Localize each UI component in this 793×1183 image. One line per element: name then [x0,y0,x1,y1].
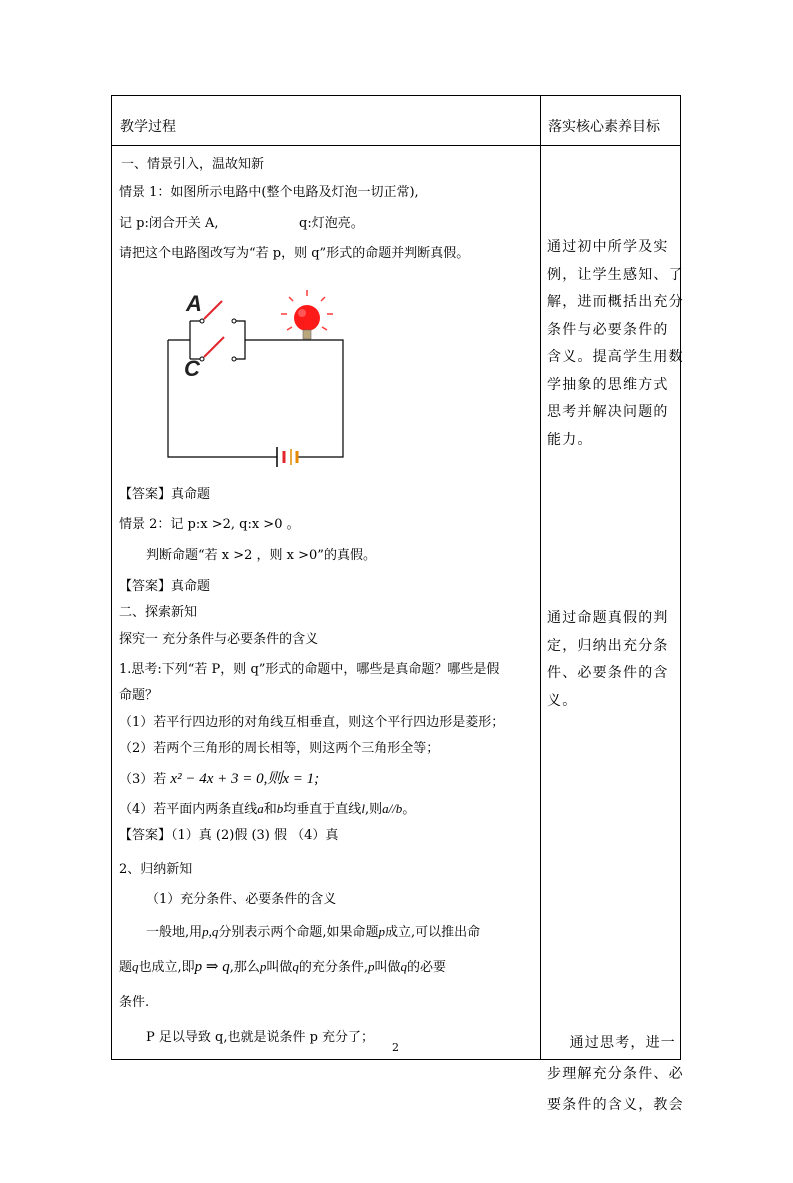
goal-2: 通过命题真假的判 定，归纳出充分条 件、必要条件的含 义。 [547,610,669,709]
switch-a-contact-left [200,319,204,323]
header-right: 落实核心素养目标 [548,119,660,135]
think-line1: 1.思考:下列“若 P，则 q”形式的命题中，哪些是真命题？哪些是假 [119,662,500,677]
goal-3: 通过思考，进一 步理解充分条件、必 要条件的含义，教会 [547,1035,684,1113]
item-2: （2）若两个三角形的周长相等，则这两个三角形全等； [119,741,440,756]
section1-title: 一、情景引入，温故知新 [121,157,265,172]
wire-right [297,340,343,457]
scene1-line1: 情景 1：如图所示电路中(整个电路及灯泡一切正常), [119,185,419,200]
battery-icon [277,447,297,467]
answer3: 【答案】（1）真 (2)假 (3) 假 （4）真 [119,828,339,843]
page-number: 2 [392,1041,399,1054]
scene1-p: 记 p:闭合开关 A, [119,216,219,231]
scene1-q: q:灯泡亮。 [299,216,364,231]
parallel-right-bar [235,321,245,359]
item3-equation: x² − 4x + 3 = 0,则x = 1; [170,771,320,787]
circuit-diagram [160,285,350,470]
scene2-line1: 情景 2：记 p:x >2, q:x >0 。 [119,517,300,532]
scene2-line2: 判断命题“若 x >2 ，则 x >0”的真假。 [146,548,376,563]
header-divider [111,145,681,146]
goal-1: 通过初中所学及实 例，让学生感知、了 解，进而概括出充分 条件与必要条件的 含义。提高学生用数 学抽象的思维方式 思考并解决问题的 能力。 [547,239,684,448]
column-divider [540,95,541,1060]
para-line2: 题q也成立,即p ⇒ q,那么p叫做q的充分条件,p叫做q的必要 [119,959,447,975]
switch-a-contact-right [232,319,236,323]
scene1-task: 请把这个电路图改写为“若 p，则 q”形式的命题并判断真假。 [119,246,470,261]
answer2: 【答案】真命题 [119,579,211,594]
section3-title: 2、归纳新知 [119,862,193,877]
section3-sub1: （1）充分条件、必要条件的含义 [146,892,337,907]
switch-a-lever [204,301,222,319]
think-line2: 命题？ [119,688,159,703]
switch-c-contact-left [200,357,204,361]
section2-title: 二、探索新知 [119,605,198,620]
switch-c-contact-right [232,357,236,361]
item-4: （4）若平面内两条直线a和b均垂直于直线l,则a//b。 [119,801,416,817]
switch-c-label: C [184,356,200,381]
para-line3: 条件. [119,995,150,1010]
switch-a-label: A [186,291,202,316]
switch-c-lever [204,337,224,357]
header-left: 教学过程 [120,119,176,135]
explore1: 探究一 充分条件与必要条件的含义 [119,632,319,647]
item-1: （1）若平行四边形的对角线互相垂直，则这个平行四边形是菱形； [119,715,505,730]
answer1: 【答案】真命题 [119,487,211,502]
item-3: （3）若 x² − 4x + 3 = 0,则x = 1; [119,771,320,787]
para-line1: 一般地,用p,q分别表示两个命题,如果命题p成立,可以推出命 [146,924,481,940]
bulb-icon [281,290,333,339]
para-line4: P 足以导致 q,也就是说条件 p 充分了； [146,1030,375,1045]
